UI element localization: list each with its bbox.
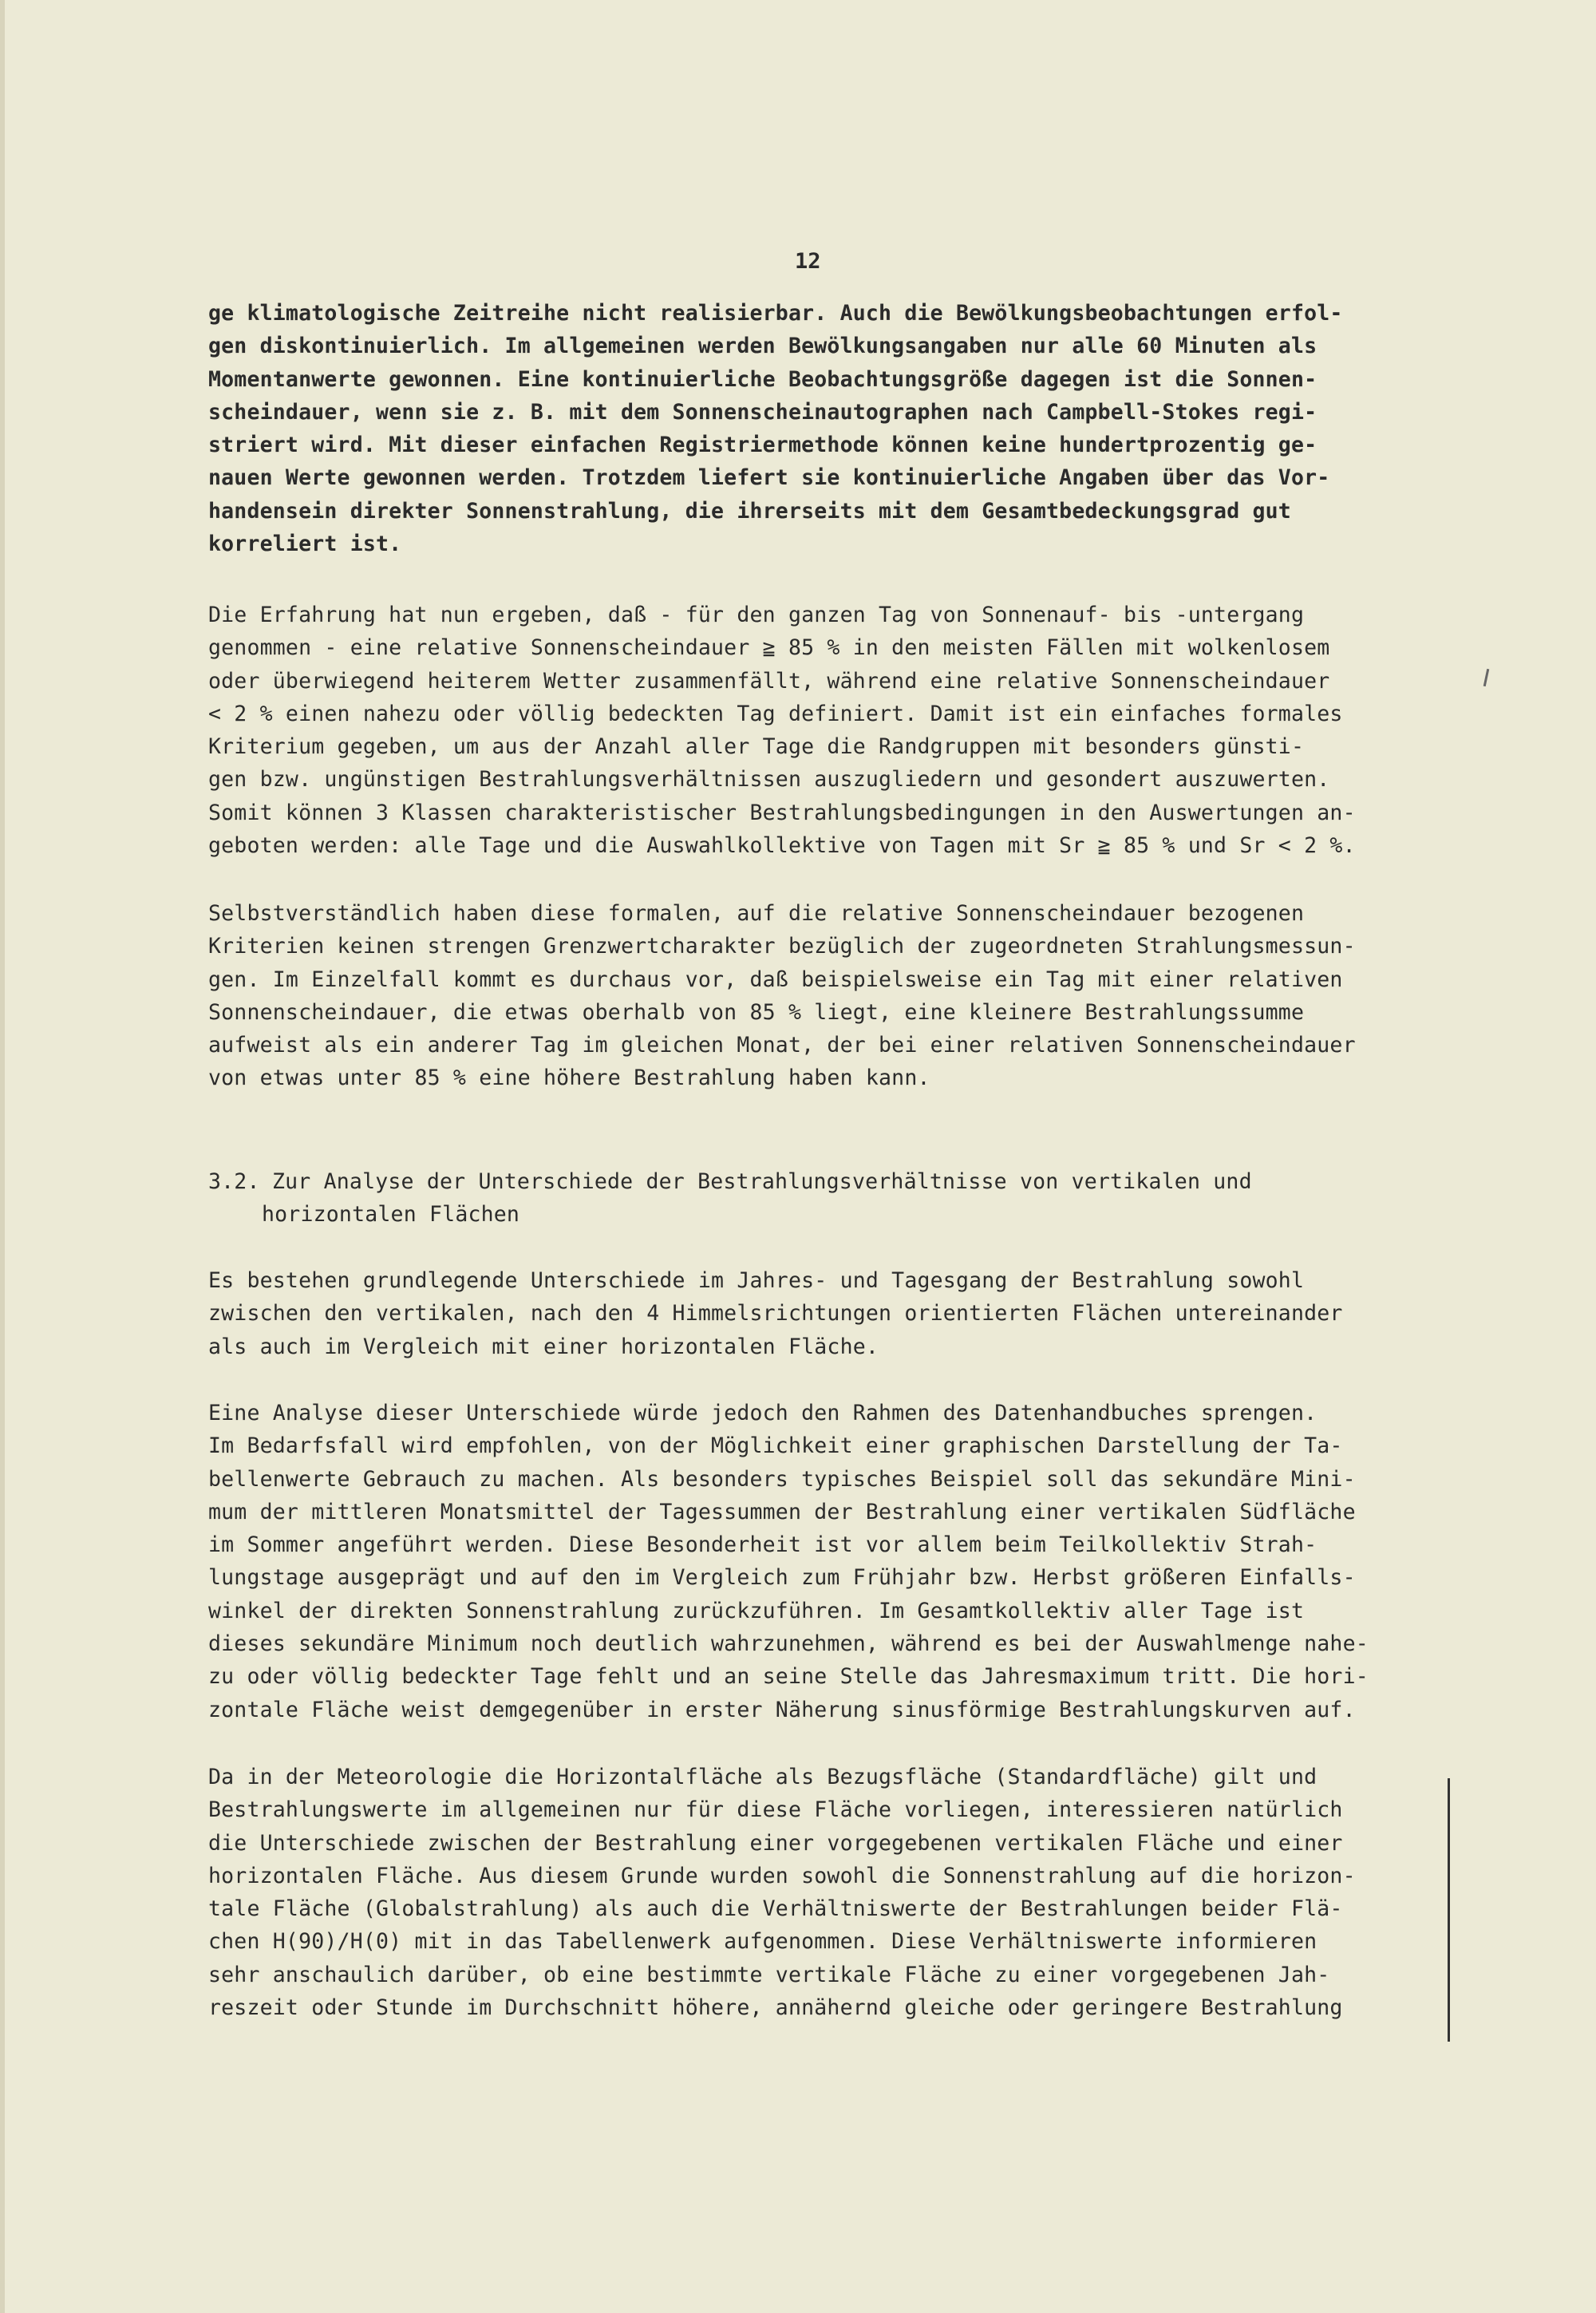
text-line: oder überwiegend heiterem Wetter zusammenfällt, während eine relative Sonnenscheindauer [208, 668, 1330, 694]
heading-line-1 [208, 1165, 1405, 1198]
text-line: ge klimatologische Zeitreihe nicht realisierbar. Auch die Bewölkungsbeobachtungen erfol- [208, 301, 1343, 326]
text-line: chen H(90)/H(0) mit in das Tabellenwerk aufgenommen. Diese Verhältniswerte informieren [208, 1929, 1317, 1955]
text-line: Eine Analyse dieser Unterschiede würde jedoch den Rahmen des Datenhandbuches sprengen. [208, 1401, 1317, 1425]
text-line: Im Bedarfsfall wird empfohlen, von der Möglichkeit einer graphischen Darstellung der Ta- [208, 1433, 1343, 1459]
text-line: geboten werden: alle Tage und die Auswahlkollektive von Tagen mit Sr ≧ 85 % und Sr < 2 %. [208, 833, 1356, 859]
page-number: 12 [795, 249, 821, 274]
margin-tick [1483, 669, 1490, 686]
text-line: zwischen den vertikalen, nach den 4 Himmelsrichtungen orientierten Flächen untereinander [208, 1301, 1343, 1327]
text-line: zontale Fläche weist demgegenüber in erster Näherung sinusförmige Bestrahlungskurven auf. [208, 1697, 1356, 1722]
text-line: bellenwerte Gebrauch zu machen. Als besonders typisches Beispiel soll das sekundäre Mini- [208, 1466, 1356, 1492]
text-line: tale Fläche (Globalstrahlung) als auch die Verhältniswerte der Bestrahlungen beider Flä- [208, 1896, 1343, 1922]
paragraph-5 [208, 1397, 1437, 1726]
text-line: Es bestehen grundlegende Unterschiede im Jahres- und Tagesgang der Bestrahlung sowohl [208, 1268, 1305, 1293]
heading-text: Zur Analyse der Unterschiede der Bestrahlungsverhältnisse von vertikalen und [272, 1169, 1252, 1194]
text-line: handensein direkter Sonnenstrahlung, die ihrerseits mit dem Gesamtbedeckungsgrad gut [208, 498, 1291, 524]
text-line: Kriterien keinen strengen Grenzwertcharakter bezüglich der zugeordneten Strahlungsmessun- [208, 934, 1356, 959]
text-line: Momentanwerte gewonnen. Eine kontinuierliche Beobachtungsgröße dagegen ist die Sonnen- [208, 366, 1317, 392]
paragraph-6 [208, 1761, 1437, 2024]
heading-line-2: horizontalen Flächen [262, 1202, 520, 1228]
paragraph-1 [208, 297, 1437, 560]
text-line: dieses sekundäre Minimum noch deutlich wahrzunehmen, während es bei der Auswahlmenge nahe- [208, 1631, 1369, 1657]
margin-bar [1448, 1778, 1450, 2042]
paragraph-3 [208, 897, 1437, 1095]
text-line: von etwas unter 85 % eine höhere Bestrahlung haben kann. [208, 1066, 930, 1091]
text-line: korreliert ist. [208, 532, 402, 557]
text-line: lungstage ausgeprägt und auf den im Vergleich zum Frühjahr bzw. Herbst größeren Einfalls- [208, 1565, 1356, 1591]
text-line: zu oder völlig bedeckter Tage fehlt und an seine Stelle das Jahresmaximum tritt. Die hori- [208, 1664, 1369, 1690]
text-line: gen bzw. ungünstigen Bestrahlungsverhältnissen auszugliedern und gesondert auszuwerten. [208, 767, 1330, 793]
text-line: Selbstverständlich haben diese formalen, auf die relative Sonnenscheindauer bezogenen [208, 901, 1305, 926]
text-line: Somit können 3 Klassen charakteristischer Bestrahlungsbedingungen in den Auswertungen an- [208, 800, 1356, 825]
text-line: reszeit oder Stunde im Durchschnitt höhere, annähernd gleiche oder geringere Bestrahlung [208, 1995, 1343, 2021]
paragraph-2 [208, 599, 1437, 862]
text-line: Sonnenscheindauer, die etwas oberhalb von 85 % liegt, eine kleinere Bestrahlungssumme [208, 999, 1305, 1025]
section-heading [208, 1165, 1405, 1232]
text-line: die Unterschiede zwischen der Bestrahlung einer vorgegebenen vertikalen Fläche und einer [208, 1830, 1343, 1856]
text-line: mum der mittleren Monatsmittel der Tagessummen der Bestrahlung einer vertikalen Südfläche [208, 1499, 1356, 1524]
text-line: < 2 % einen nahezu oder völlig bedeckten Tag definiert. Damit ist ein einfaches formales [208, 701, 1343, 726]
text-line: Bestrahlungswerte im allgemeinen nur für diese Fläche vorliegen, interessieren natürlich [208, 1797, 1343, 1823]
text-line: nauen Werte gewonnen werden. Trotzdem liefert sie kontinuierliche Angaben über das Vor- [208, 465, 1330, 491]
text-line: sehr anschaulich darüber, ob eine bestimmte vertikale Fläche zu einer vorgegebenen Jah- [208, 1962, 1330, 1987]
text-line: winkel der direkten Sonnenstrahlung zurückzuführen. Im Gesamtkollektiv aller Tage ist [208, 1598, 1305, 1623]
text-line: striert wird. Mit dieser einfachen Registriermethode können keine hundertprozentig ge- [208, 433, 1317, 458]
text-line: horizontalen Fläche. Aus diesem Grunde wurden sowohl die Sonnenstrahlung auf die horizon- [208, 1863, 1356, 1888]
text-line: im Sommer angeführt werden. Diese Besonderheit ist vor allem beim Teilkollektiv Strah- [208, 1532, 1317, 1558]
text-line: gen. Im Einzelfall kommt es durchaus vor, daß beispielsweise ein Tag mit einer relativen [208, 967, 1343, 992]
text-line: als auch im Vergleich mit einer horizontalen Fläche. [208, 1334, 879, 1359]
text-line: gen diskontinuierlich. Im allgemeinen werden Bewölkungsangaben nur alle 60 Minuten als [208, 334, 1317, 359]
text-line: Die Erfahrung hat nun ergeben, daß - für den ganzen Tag von Sonnenauf- bis -untergang [208, 603, 1305, 627]
text-line: genommen - eine relative Sonnenscheindauer ≧ 85 % in den meisten Fällen mit wolkenlosem [208, 635, 1330, 661]
text-line: aufweist als ein anderer Tag im gleichen Monat, der bei einer relativen Sonnenscheindauer [208, 1033, 1356, 1058]
paragraph-4 [208, 1264, 1437, 1363]
section-number: 3.2. [208, 1169, 260, 1194]
text-line: Da in der Meteorologie die Horizontalfläche als Bezugsfläche (Standardfläche) gilt und [208, 1765, 1317, 1789]
text-line: Kriterium gegeben, um aus der Anzahl aller Tage die Randgruppen mit besonders günsti- [208, 734, 1305, 760]
text-line: scheindauer, wenn sie z. B. mit dem Sonnenscheinautographen nach Campbell-Stokes regi- [208, 399, 1317, 425]
